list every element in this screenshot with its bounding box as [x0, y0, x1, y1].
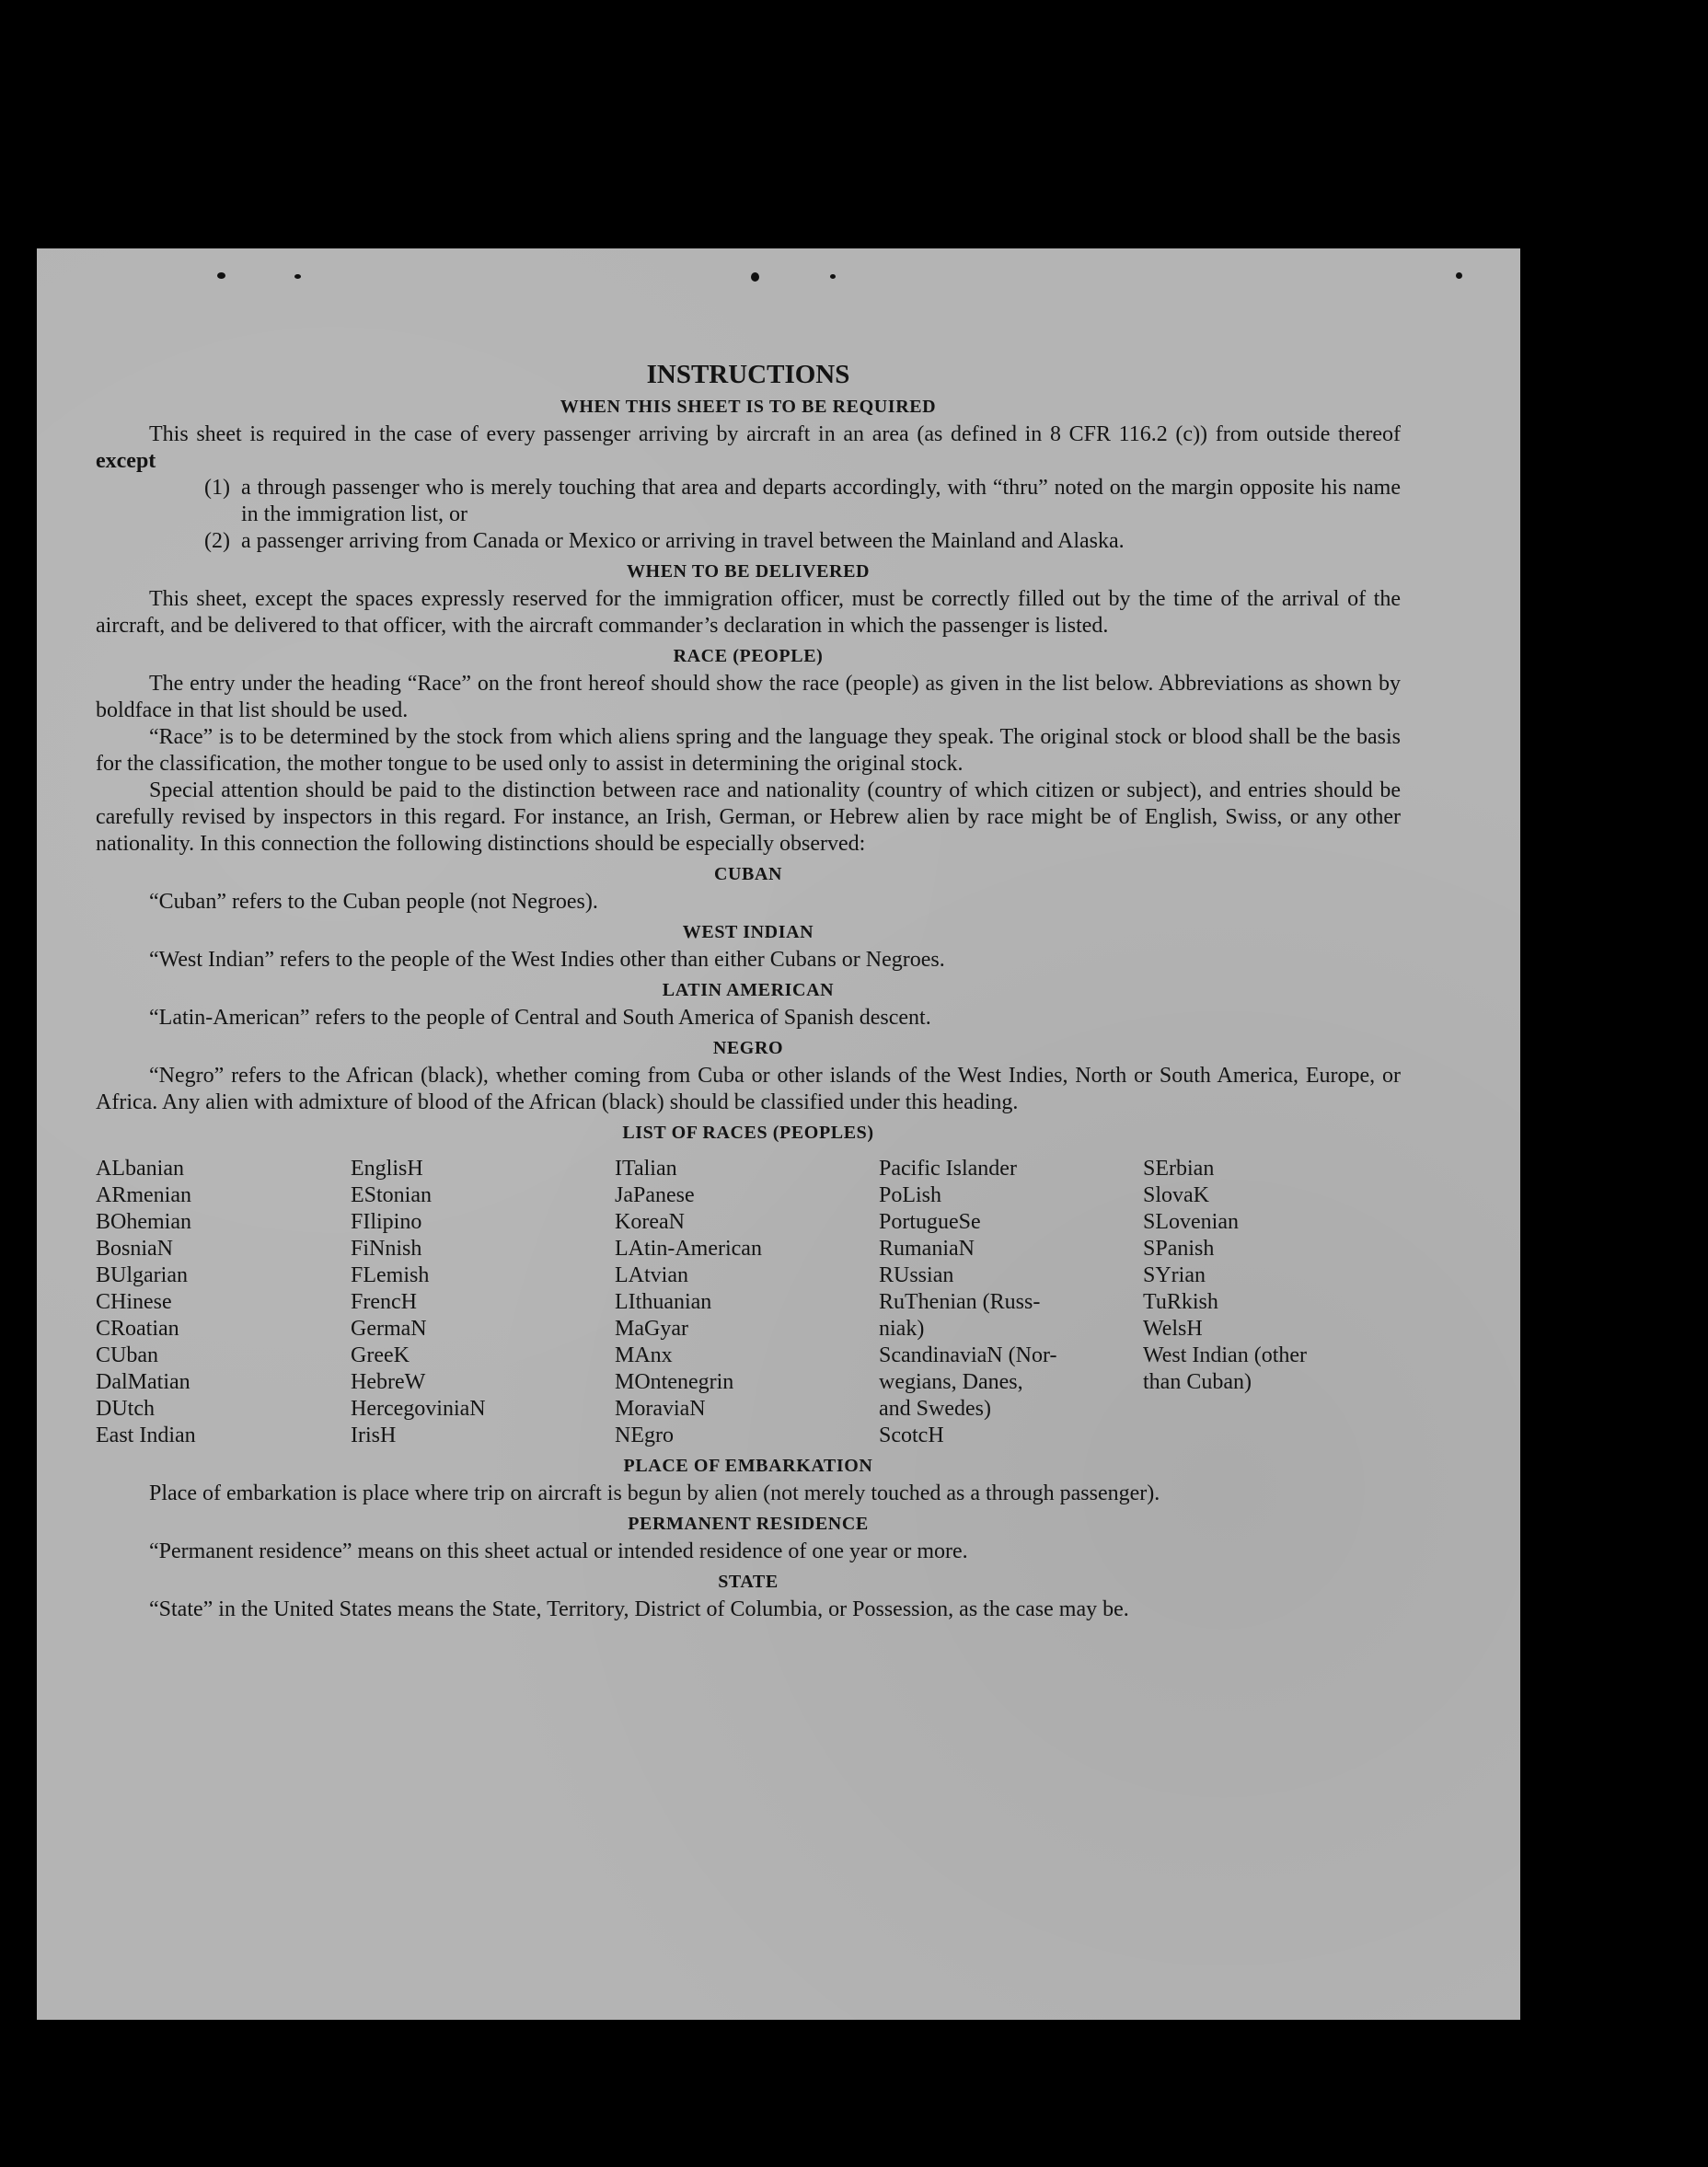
speck-mark — [830, 274, 836, 279]
race-entry: ScotcH — [879, 1424, 944, 1447]
embarkation-text: Place of embarkation is place where trip on aircraft is begun by alien (not merely touched as a through passenger). — [149, 1481, 1160, 1505]
heading-permanent-residence: PERMANENT RESIDENCE — [628, 1514, 869, 1534]
race-entry: KoreaN — [615, 1210, 685, 1234]
race-entry: ScandinaviaN (Nor- wegians, Danes, and Swedes) — [879, 1343, 1057, 1421]
instructions-content — [96, 359, 1401, 1623]
race-entry: IrisH — [351, 1424, 397, 1447]
race-entry: GreeK — [351, 1343, 410, 1367]
race-entry: SLovenian — [1143, 1210, 1239, 1234]
race-entry: LAtvian — [615, 1263, 688, 1287]
race-entry: FrencH — [351, 1290, 417, 1314]
race-entry: West Indian (other than Cuban) — [1143, 1343, 1308, 1394]
race-entry: SYrian — [1143, 1263, 1206, 1287]
race-entry: ITalian — [615, 1157, 677, 1181]
race-entry: EStonian — [351, 1183, 432, 1207]
race-paragraph-2: “Race” is to be determined by the stock from which aliens spring and the language they speak. The original stock or blood shall be the basis for the classification, the mother tongue to be used only to assist in determining the original stock. — [96, 725, 1401, 776]
race-entry: GermaN — [351, 1317, 427, 1341]
race-entry: MoraviaN — [615, 1397, 706, 1421]
heading-west-indian: WEST INDIAN — [682, 922, 814, 942]
race-column — [351, 1156, 608, 1449]
race-entry: FLemish — [351, 1263, 430, 1287]
race-entry: FIlipino — [351, 1210, 422, 1234]
race-entry: BOhemian — [96, 1210, 191, 1234]
heading-cuban: CUBAN — [713, 864, 783, 884]
race-entry: ALbanian — [96, 1157, 184, 1181]
page-title: INSTRUCTIONS — [646, 360, 850, 389]
heading-negro: NEGRO — [712, 1038, 784, 1058]
race-entry: PortugueSe — [879, 1210, 981, 1234]
heading-race: RACE (PEOPLE) — [673, 646, 824, 666]
race-entry: RumaniaN — [879, 1237, 975, 1261]
delivered-text: This sheet, except the spaces expressly reserved for the immigration officer, must be correctly filled out by the time of the arrival of the aircraft, and be delivered to that officer, with the aircraft commander’s declaration in which the passenger is listed. — [96, 587, 1401, 638]
race-entry: NEgro — [615, 1424, 674, 1447]
required-intro: This sheet is required in the case of every passenger arriving by aircraft in an area (as defined in 8 CFR 116.2 (c)) from outside thereof except — [96, 422, 1401, 473]
state-text: “State” in the United States means the State, Territory, District of Columbia, or Possession, as the case may be. — [149, 1597, 1129, 1621]
race-column — [1143, 1156, 1401, 1449]
race-entry: East Indian — [96, 1424, 196, 1447]
exceptions-list — [204, 475, 1401, 555]
race-entry: TuRkish — [1143, 1290, 1218, 1314]
race-column — [96, 1156, 344, 1449]
race-entry: LAtin-American — [615, 1237, 762, 1261]
race-entry: ARmenian — [96, 1183, 191, 1207]
race-entry: Pacific Islander — [879, 1157, 1017, 1181]
race-paragraph-3: Special attention should be paid to the distinction between race and nationality (country of which citizen or subject), and entries should be carefully revised by inspectors in this regard. For instance, an Irish, German, or Hebrew alien by race might be of English, Swiss, or any other nationality. In this connection the following distinctions should be especially observed: — [96, 778, 1401, 856]
exception-item: (2) a passenger arriving from Canada or Mexico or arriving in travel between the Mainland and Alaska. — [204, 529, 1125, 553]
race-column — [879, 1156, 1137, 1449]
race-entry: MAnx — [615, 1343, 673, 1367]
race-entry: PoLish — [879, 1183, 942, 1207]
west-indian-text: “West Indian” refers to the people of the West Indies other than either Cubans or Negroes. — [149, 948, 945, 972]
speck-mark — [751, 272, 759, 282]
race-entry: EnglisH — [351, 1157, 423, 1181]
race-entry: HercegoviniaN — [351, 1397, 486, 1421]
race-entry: WelsH — [1143, 1317, 1203, 1341]
race-entry: SErbian — [1143, 1157, 1215, 1181]
race-entry: RUssian — [879, 1263, 954, 1287]
speck-mark — [1456, 272, 1462, 279]
heading-state: STATE — [718, 1572, 779, 1592]
race-entry: JaPanese — [615, 1183, 695, 1207]
race-entry: MOntenegrin — [615, 1370, 734, 1394]
heading-place-of-embarkation: PLACE OF EMBARKATION — [623, 1456, 873, 1476]
race-entry: RuThenian (Russ- niak) — [879, 1290, 1041, 1341]
heading-latin-american: LATIN AMERICAN — [662, 980, 835, 1000]
exception-item: (1) a through passenger who is merely touching that area and departs accordingly, with “thru” noted on the margin opposite his name in the immigration list, or — [204, 476, 1401, 526]
race-entry: CRoatian — [96, 1317, 179, 1341]
race-entry: CUban — [96, 1343, 158, 1367]
race-entry: SPanish — [1143, 1237, 1215, 1261]
heading-when-delivered: WHEN TO BE DELIVERED — [626, 561, 871, 582]
race-entry: DalMatian — [96, 1370, 190, 1394]
race-entry: SlovaK — [1143, 1183, 1209, 1207]
race-entry: MaGyar — [615, 1317, 688, 1341]
race-entry: CHinese — [96, 1290, 172, 1314]
race-entry: BUlgarian — [96, 1263, 188, 1287]
race-entry: LIthuanian — [615, 1290, 712, 1314]
latin-american-text: “Latin-American” refers to the people of Central and South America of Spanish descent. — [149, 1006, 931, 1030]
speck-mark — [217, 272, 225, 279]
negro-text: “Negro” refers to the African (black), whether coming from Cuba or other islands of the West Indies, North or South America, Europe, or Africa. Any alien with admixture of blood of the African (black) should be classified under this heading. — [96, 1064, 1401, 1114]
race-entry: FiNnish — [351, 1237, 422, 1261]
race-entry: HebreW — [351, 1370, 426, 1394]
residence-text: “Permanent residence” means on this sheet actual or intended residence of one year or more. — [149, 1539, 968, 1563]
race-list-table — [96, 1156, 1401, 1449]
heading-list-of-races: LIST OF RACES (PEOPLES) — [622, 1123, 874, 1143]
race-column — [615, 1156, 872, 1449]
race-entry: DUtch — [96, 1397, 155, 1421]
speck-mark — [294, 274, 301, 279]
race-paragraph-1: The entry under the heading “Race” on the front hereof should show the race (people) as given in the list below. Abbreviations as shown by boldface in that list should be used. — [96, 672, 1401, 722]
document-sheet — [37, 248, 1520, 2020]
heading-when-required: WHEN THIS SHEET IS TO BE REQUIRED — [560, 397, 937, 417]
cuban-text: “Cuban” refers to the Cuban people (not Negroes). — [149, 890, 598, 914]
race-entry: BosniaN — [96, 1237, 173, 1261]
